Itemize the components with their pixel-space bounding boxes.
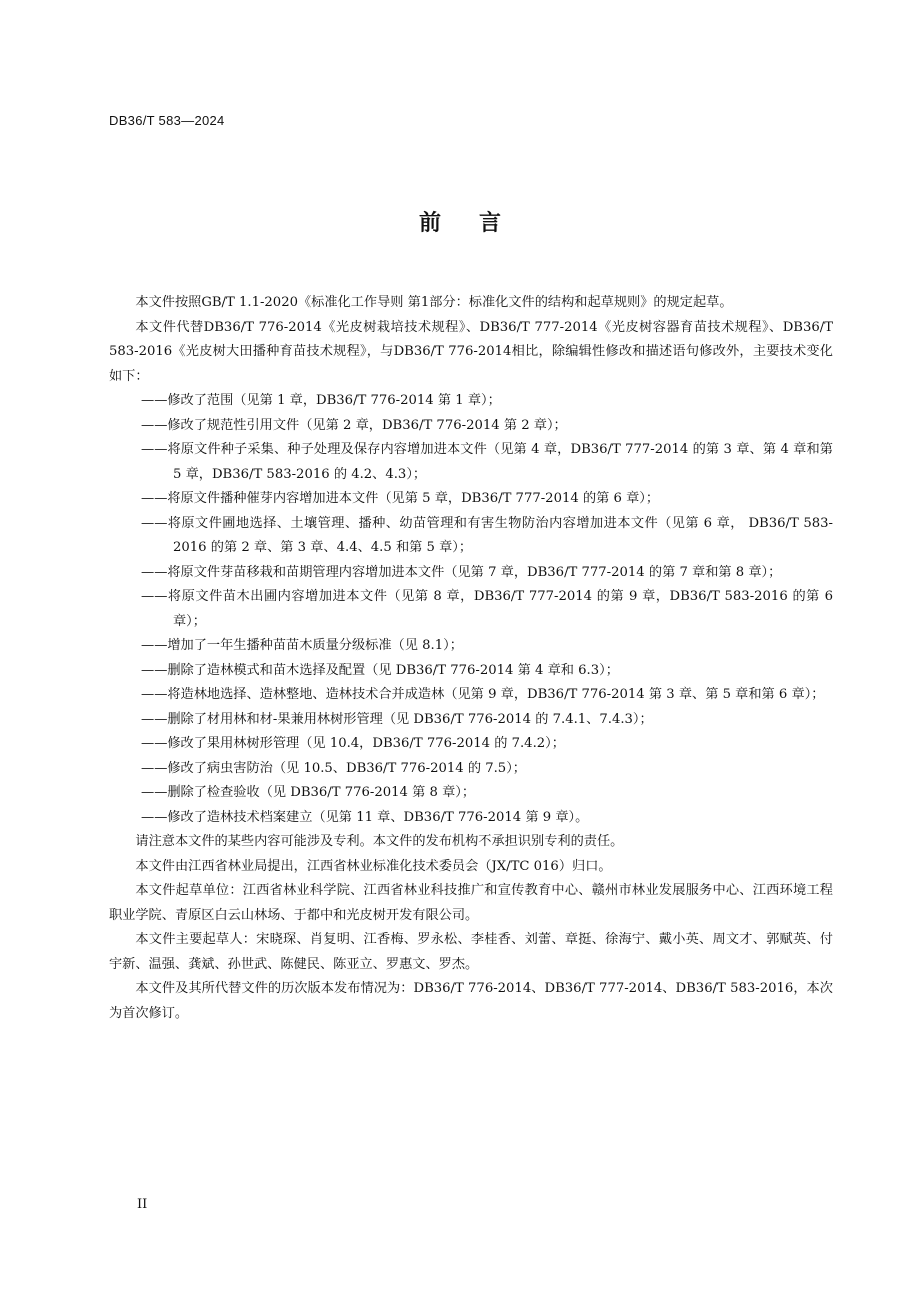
foreword-body xyxy=(109,291,833,1026)
change-item: ——增加了一年生播种苗苗木质量分级标准（见 8.1）； xyxy=(141,638,463,653)
change-item: ——将原文件芽苗移栽和苗期管理内容增加进本文件（见第 7 章，DB36/T 777-2014 的第 7 章和第 8 章）； xyxy=(141,564,782,580)
change-item: ——修改了造林技术档案建立（见第 11 章、DB36/T 776-2014 第 9 章）。 xyxy=(141,809,589,825)
change-item: ——将造林地选择、造林整地、造林技术合并成造林（见第 9 章，DB36/T 776-2014 第 3 章、第 5 章和第 6 章）； xyxy=(141,687,825,702)
paragraph-drafters: 本文件主要起草人：宋晓琛、肖复明、江香梅、罗永松、李桂香、刘蕾、章挺、徐海宁、戴小英、周文才、郭赋英、付宇新、温强、龚斌、孙世武、陈健民、陈亚立、罗惠文、罗杰。 xyxy=(109,932,833,972)
page-number: II xyxy=(137,1197,148,1212)
paragraph-proposer: 本文件由江西省林业局提出，江西省林业标准化技术委员会（JX/TC 016）归口。 xyxy=(135,858,612,874)
page-title xyxy=(0,206,920,237)
change-item: ——将原文件圃地选择、土壤管理、播种、幼苗管理和有害生物防治内容增加进本文件（见第 6 章， DB36/T 583-2016 的第 2 章、第 3 章、4.4、4.5 和第 5 章）； xyxy=(141,515,833,555)
document-number: DB36/T 583—2024 xyxy=(109,113,225,128)
change-item: ——修改了果用林树形管理（见 10.4，DB36/T 776-2014 的 7.4.2）； xyxy=(141,736,565,751)
change-item: ——修改了病虫害防治（见 10.5、DB36/T 776-2014 的 7.5）； xyxy=(141,760,526,776)
paragraph-replaces: 本文件代替DB36/T 776-2014《光皮树栽培技术规程》、DB36/T 777-2014《光皮树容器育苗技术规程》、DB36/T 583-2016《光皮树大田播种育苗技术规程》，与DB36/T 776-2014相比，除编辑性修改和描述语句修改外，主要技术变化如下： xyxy=(109,319,833,384)
change-item: ——修改了规范性引用文件（见第 2 章，DB36/T 776-2014 第 2 章）； xyxy=(141,417,567,433)
title-char-1: 前 xyxy=(418,211,441,236)
change-item: ——将原文件播种催芽内容增加进本文件（见第 5 章，DB36/T 777-2014 的第 6 章）； xyxy=(141,491,660,506)
paragraph-basis: 本文件按照GB/T 1.1-2020《标准化工作导则 第1部分：标准化文件的结构和起草规则》的规定起草。 xyxy=(135,295,733,310)
change-item: ——将原文件苗木出圃内容增加进本文件（见第 8 章，DB36/T 777-2014 的第 9 章，DB36/T 583-2016 的第 6 章）； xyxy=(141,589,833,629)
change-item: ——修改了范围（见第 1 章，DB36/T 776-2014 第 1 章）； xyxy=(141,393,501,408)
paragraph-patent-notice: 请注意本文件的某些内容可能涉及专利。本文件的发布机构不承担识别专利的责任。 xyxy=(135,834,624,849)
change-item: ——删除了材用林和材-果兼用林树形管理（见 DB36/T 776-2014 的 7.4.1、7.4.3）； xyxy=(141,711,653,727)
title-char-2: 言 xyxy=(479,211,502,236)
change-item: ——将原文件种子采集、种子处理及保存内容增加进本文件（见第 4 章，DB36/T 777-2014 的第 3 章、第 4 章和第 5 章，DB36/T 583-2016 的 4.2、4.3）； xyxy=(141,442,833,482)
paragraph-drafting-units: 本文件起草单位：江西省林业科学院、江西省林业科技推广和宣传教育中心、赣州市林业发展服务中心、江西环境工程职业学院、青原区白云山林场、于都中和光皮树开发有限公司。 xyxy=(109,883,833,923)
change-item: ——删除了造林模式和苗木选择及配置（见 DB36/T 776-2014 第 4 章和 6.3）； xyxy=(141,662,619,678)
paragraph-history: 本文件及其所代替文件的历次版本发布情况为：DB36/T 776-2014、DB36/T 777-2014、DB36/T 583-2016，本次为首次修订。 xyxy=(109,981,833,1021)
change-item: ——删除了检查验收（见 DB36/T 776-2014 第 8 章）； xyxy=(141,785,476,800)
